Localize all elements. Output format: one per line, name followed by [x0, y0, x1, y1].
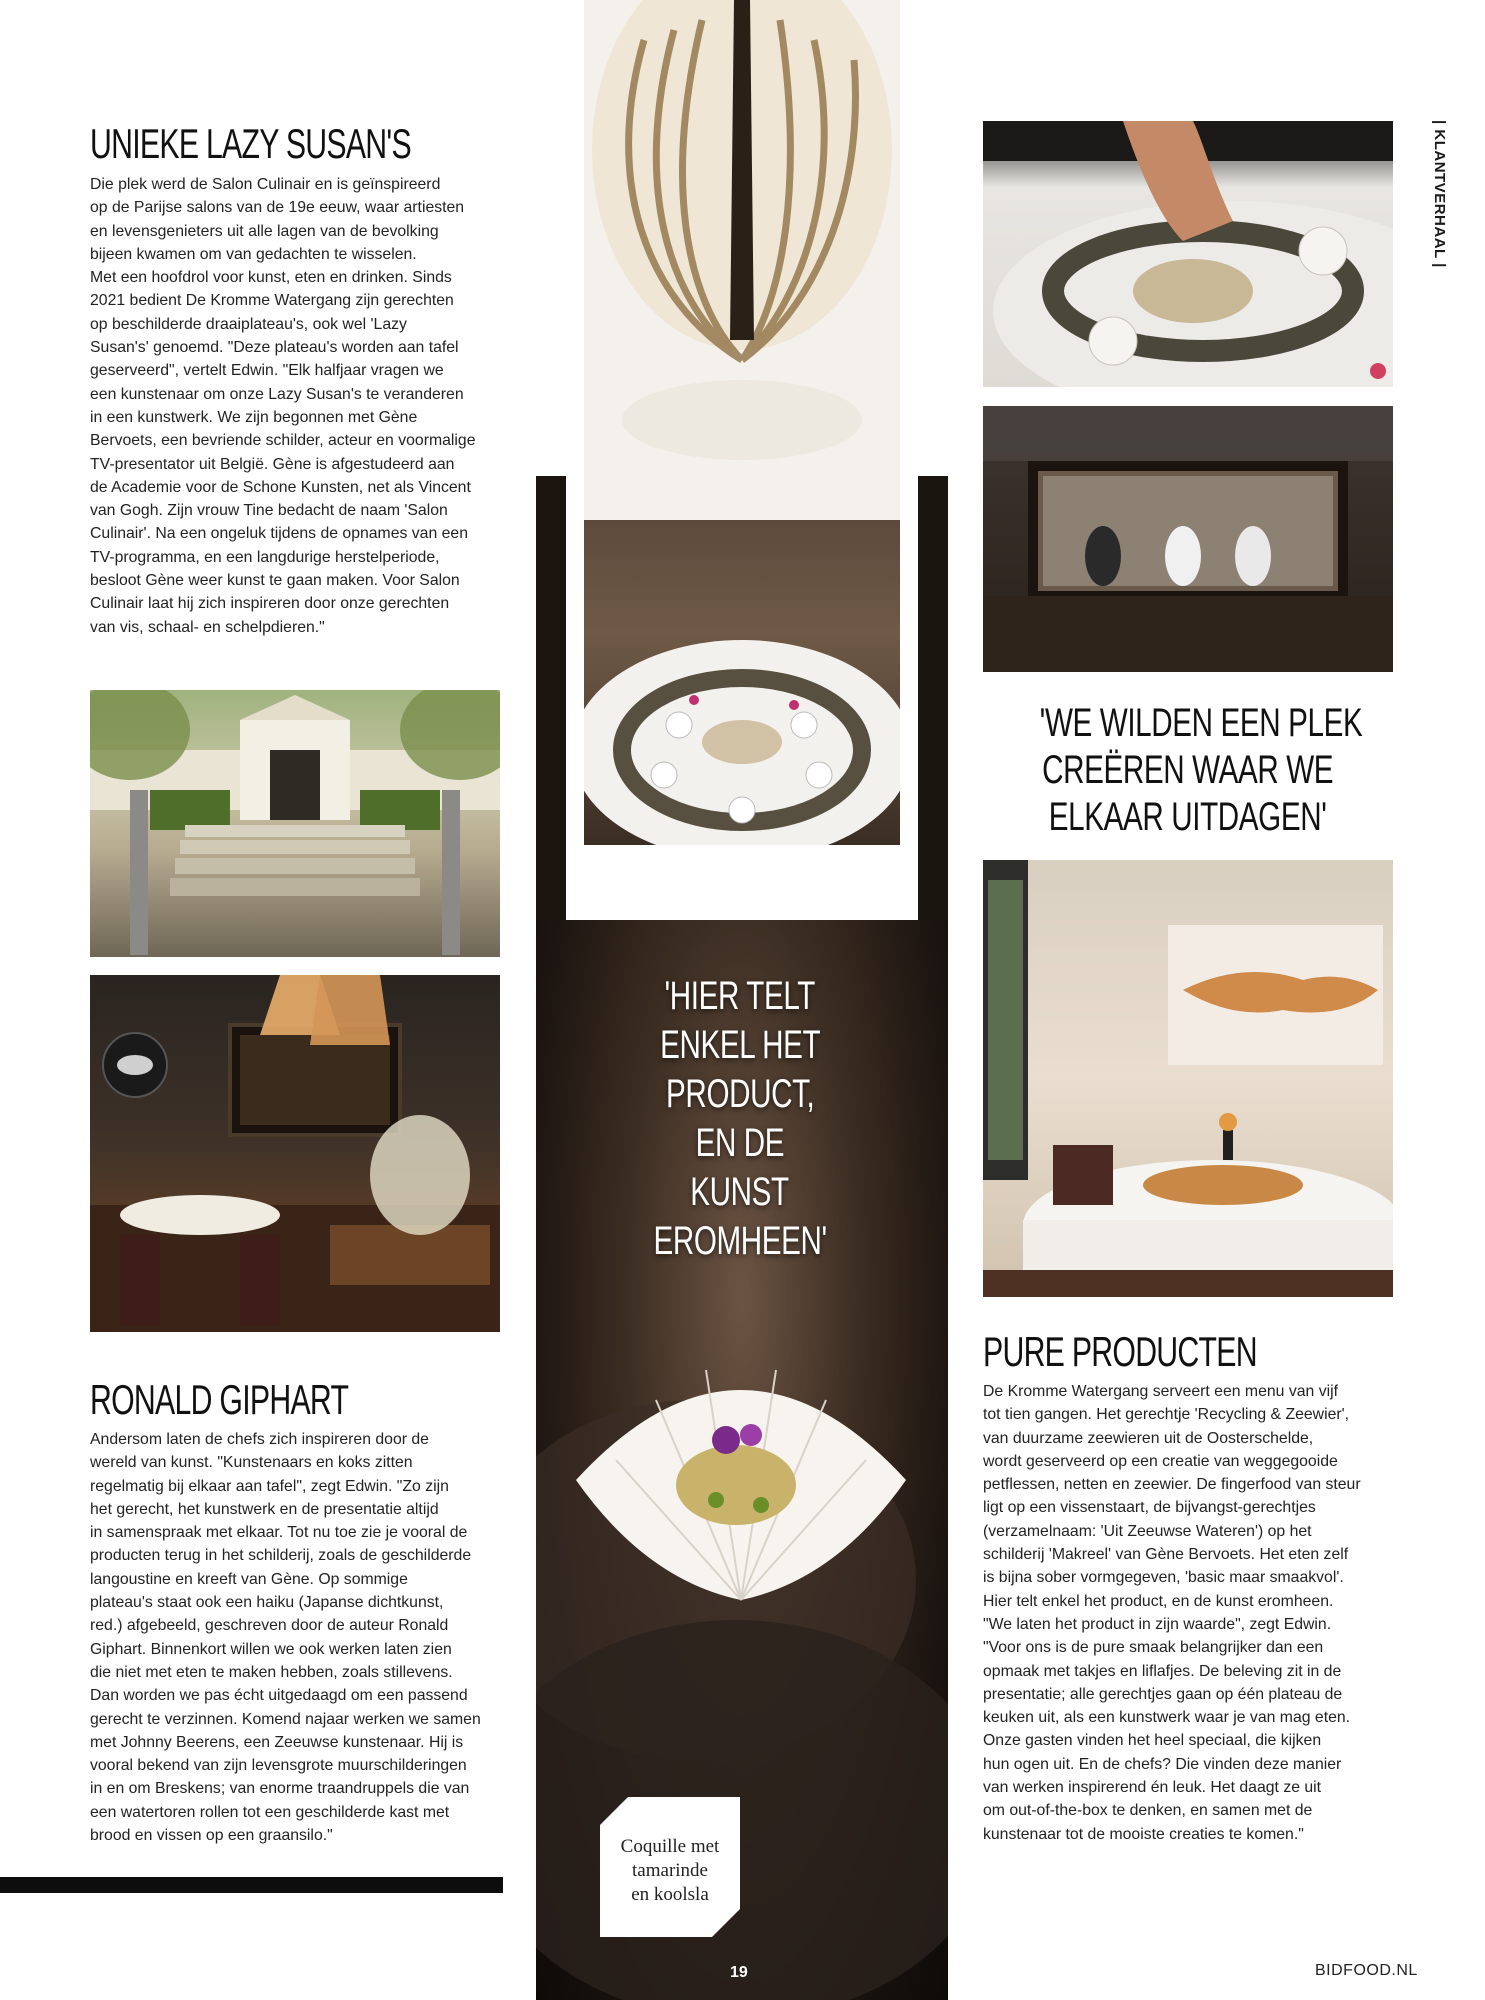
paragraph-line: Giphart. Binnenkort willen we ook werken laten zien: [90, 1640, 452, 1658]
restaurant-interior-photo: [90, 975, 500, 1332]
paragraph-line: Susan's' genoemd. "Deze plateau's worden aan tafel: [90, 339, 459, 357]
painted-shell-artwork-photo: [584, 0, 900, 520]
open-kitchen-photo: [983, 406, 1393, 672]
paragraph-line: "We laten het product in zijn waarde", zegt Edwin.: [983, 1615, 1332, 1633]
paragraph-line: brood en vissen op een graansilo.": [90, 1827, 333, 1845]
article-paragraph-2: [90, 1428, 510, 1847]
quote-line: EROMHEEN': [653, 1219, 827, 1263]
paragraph-line: "Voor ons is de pure smaak belangrijker dan een: [983, 1639, 1324, 1657]
paragraph-line: regelmatig bij elkaar aan tafel", zegt Edwin. "Zo zijn: [90, 1477, 449, 1495]
paragraph-line: is bijna sober vormgegeven, 'basic maar smaakvol'.: [983, 1569, 1344, 1587]
paragraph-line: Hier telt enkel het product, en de kunst eromheen.: [983, 1592, 1334, 1610]
paragraph-line: De Kromme Watergang serveert een menu van vijf: [983, 1383, 1338, 1400]
paragraph-line: kunstenaar tot de mooiste creaties te komen.": [983, 1825, 1304, 1843]
page-number: 19: [730, 1964, 748, 1981]
paragraph-line: TV-presentator uit België. Gène is afgestudeerd aan: [90, 455, 455, 473]
paragraph-line: in en om Breskens; van enorme traandruppels die van: [90, 1780, 470, 1798]
paragraph-line: de Academie voor de Schone Kunsten, net als Vincent: [90, 478, 471, 496]
paragraph-line: red.) afgebeeld, geschreven door de auteur Ronald: [90, 1617, 449, 1635]
restaurant-entrance-photo: [90, 690, 500, 957]
quote-line: EN DE: [695, 1121, 785, 1165]
paragraph-line: een watertoren rollen tot een geschilderde kast met: [90, 1803, 450, 1821]
paragraph-line: petflessen, netten en zeewier. De fingerfood van steur: [983, 1476, 1361, 1494]
paragraph-line: Culinair laat hij zich inspireren door onze gerechten: [90, 595, 450, 613]
caption-box: [600, 1797, 740, 1937]
paragraph-line: tot tien gangen. Het gerechtje 'Recycling & Zeewier',: [983, 1406, 1350, 1424]
paragraph-line: plateau's staat ook een haiku (Japanse dichtkunst,: [90, 1594, 444, 1612]
quote-line: PRODUCT,: [665, 1072, 815, 1116]
paragraph-line: schilderij 'Makreel' van Gène Bervoets. Het eten zelf: [983, 1546, 1349, 1564]
paragraph-line: Met een hoofdrol voor kunst, eten en drinken. Sinds: [90, 269, 452, 287]
center-black-bar-right: [918, 476, 948, 926]
paragraph-line: en levensgenieters uit alle lagen van de bevolking: [90, 222, 439, 240]
quote-line: 'WE WILDEN EEN PLEK: [1039, 701, 1363, 745]
paragraph-line: presentatie; alle gerechtjes gaan op één plateau de: [983, 1685, 1343, 1703]
paragraph-line: 2021 bedient De Kromme Watergang zijn gerechten: [90, 292, 454, 310]
paragraph-line: in samenspraak met elkaar. Tot nu toe zie je vooral de: [90, 1524, 468, 1542]
paragraph-line: het gerecht, het kunstwerk en de presentatie altijd: [90, 1500, 439, 1518]
quote-line: KUNST: [690, 1170, 790, 1214]
paragraph-line: langoustine en kreeft van Gène. Op sommige: [90, 1570, 408, 1588]
paragraph-line: opmaak met takjes en liflafjes. De beleving zit in de: [983, 1662, 1342, 1680]
paragraph-line: Andersom laten de chefs zich inspireren door de: [90, 1431, 429, 1448]
article-paragraph-3: [983, 1380, 1403, 1846]
paragraph-line: Onze gasten vinden het heel speciaal, die kijken: [983, 1732, 1322, 1750]
heading-ronald-giphart: RONALD GIPHART: [90, 1376, 349, 1423]
paragraph-line: wereld van kunst. "Kunstenaars en koks zitten: [90, 1454, 413, 1472]
paragraph-line: met Johnny Beerens, een Zeeuwse kunstenaar. Hij is: [90, 1733, 464, 1751]
paragraph-line: gerecht te verzinnen. Komend najaar werken we samen: [90, 1710, 481, 1728]
caption-line: Coquille met: [620, 1836, 720, 1857]
paragraph-line: Culinair'. Na een ongeluk tijdens de opnames van een: [90, 525, 468, 543]
paragraph-line: TV-programma, en een langdurige herstelperiode,: [90, 548, 440, 566]
plated-seafood-platter-photo: [584, 520, 900, 845]
heading-unieke-lazy-susans: UNIEKE LAZY SUSAN'S: [90, 120, 411, 167]
paragraph-line: op beschilderde draaiplateau's, ook wel 'Lazy: [90, 315, 407, 333]
paragraph-line: een kunstenaar om onze Lazy Susan's te veranderen: [90, 385, 464, 403]
paragraph-line: van duurzame zeewieren uit de Oosterschelde,: [983, 1429, 1314, 1447]
paragraph-line: (verzamelnaam: 'Uit Zeeuwse Wateren') op het: [983, 1522, 1312, 1540]
quote-line: CREËREN WAAR WE: [1042, 748, 1334, 792]
photo-caption: [600, 1835, 740, 1907]
paragraph-line: in een kunstwerk. We zijn begonnen met Gène: [90, 408, 418, 426]
paragraph-line: om out-of-the-box te denken, en samen met de: [983, 1802, 1313, 1820]
quote-line: ELKAAR UITDAGEN': [1049, 795, 1327, 839]
paragraph-line: op de Parijse salons van de 19e eeuw, waar artiesten: [90, 199, 465, 217]
quote-line: 'HIER TELT: [664, 974, 816, 1018]
footer-website: BIDFOOD.NL: [1315, 1962, 1418, 1979]
center-black-bar-left: [536, 476, 566, 926]
paragraph-line: Dan worden we pas écht uitgedaagd om een passend: [90, 1687, 468, 1705]
pull-quote-center: [590, 972, 890, 1266]
paragraph-line: keuken uit, als een kunstwerk waar je van mag eten.: [983, 1709, 1351, 1727]
paragraph-line: van werken inspirerend én leuk. Het daagt ze uit: [983, 1779, 1322, 1797]
article-paragraph-1: [90, 173, 510, 639]
bottom-left-rule: [0, 1877, 503, 1893]
chef-plating-dish-photo: [983, 121, 1393, 387]
paragraph-line: ligt op een vissenstaart, de bijvangst-gerechtjes: [983, 1499, 1316, 1517]
paragraph-line: geserveerd", vertelt Edwin. "Elk halfjaar vragen we: [90, 362, 444, 380]
pull-quote-right: [983, 700, 1393, 841]
paragraph-line: wordt geserveerd op een creatie van weggegooide: [983, 1452, 1338, 1470]
paragraph-line: bijeen kwamen om van gedachten te wisselen.: [90, 245, 417, 263]
section-label-klantverhaal: | KLANTVERHAAL |: [1431, 120, 1448, 268]
paragraph-line: Bervoets, een bevriende schilder, acteur en voormalige: [90, 432, 476, 450]
paragraph-line: besloot Gène weer kunst te gaan maken. Voor Salon: [90, 572, 460, 590]
quote-line: ENKEL HET: [659, 1023, 821, 1067]
paragraph-line: die niet met eten te maken hebben, zoals stillevens.: [90, 1663, 453, 1681]
paragraph-line: Die plek werd de Salon Culinair en is geïnspireerd: [90, 176, 441, 193]
dining-table-painting-photo: [983, 860, 1393, 1297]
paragraph-line: van vis, schaal- en schelpdieren.": [90, 618, 325, 636]
caption-line: en koolsla: [631, 1884, 709, 1905]
paragraph-line: producten terug in het schilderij, zoals de geschilderde: [90, 1547, 472, 1565]
paragraph-line: van Gogh. Zijn vrouw Tine bedacht de naam 'Salon: [90, 502, 448, 520]
paragraph-line: hun ogen uit. En de chefs? Die vinden deze manier: [983, 1755, 1342, 1773]
heading-pure-producten: PURE PRODUCTEN: [983, 1328, 1257, 1375]
paragraph-line: vooral bekend van zijn levensgrote muurschilderingen: [90, 1757, 467, 1775]
caption-line: tamarinde: [632, 1860, 708, 1881]
